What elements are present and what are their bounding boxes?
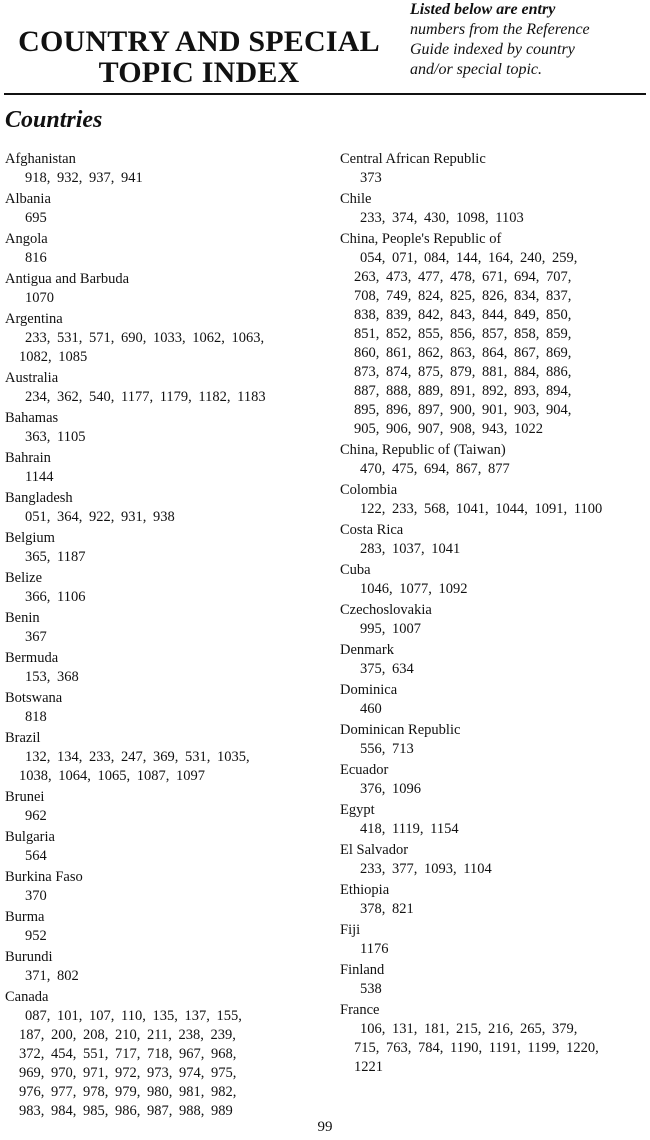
entry-numbers-line: 376, 1096 [360, 781, 421, 797]
index-entry [340, 521, 645, 559]
entry-numbers [5, 1007, 310, 1121]
country-name: Burundi [5, 949, 53, 965]
index-entry [340, 641, 645, 679]
index-entry [340, 921, 645, 959]
index-entry [5, 310, 310, 367]
entry-numbers-line: 051, 364, 922, 931, 938 [25, 509, 175, 525]
entry-numbers-line: 983, 984, 985, 986, 987, 988, 989 [19, 1103, 233, 1119]
entry-numbers [340, 500, 645, 519]
country-name: Albania [5, 191, 51, 207]
country-name: Dominica [340, 682, 398, 698]
country-name: Australia [5, 370, 59, 386]
entry-numbers [5, 748, 310, 786]
index-entry [5, 190, 310, 228]
index-description-line: numbers from the Reference [410, 21, 590, 38]
index-entry [5, 609, 310, 647]
index-entry [5, 948, 310, 986]
entry-numbers [340, 780, 645, 799]
entry-numbers [5, 887, 310, 906]
page-header [0, 0, 650, 95]
country-name: Canada [5, 989, 49, 1005]
entry-numbers-line: 976, 977, 978, 979, 980, 981, 982, [19, 1084, 237, 1100]
entry-numbers [5, 548, 310, 567]
country-name: Egypt [340, 802, 375, 818]
index-title-line: COUNTRY AND SPECIAL [18, 25, 380, 58]
index-description-line: Guide indexed by country [410, 41, 575, 58]
index-column-left [5, 150, 310, 1123]
entry-numbers-line: 372, 454, 551, 717, 718, 967, 968, [19, 1046, 237, 1062]
entry-numbers [5, 388, 310, 407]
entry-numbers-line: 363, 1105 [25, 429, 86, 445]
entry-numbers-line: 367 [25, 629, 47, 645]
index-entry [340, 150, 645, 188]
index-entry [5, 529, 310, 567]
entry-numbers [5, 508, 310, 527]
entry-numbers-line: 153, 368 [25, 669, 79, 685]
country-name: Denmark [340, 642, 394, 658]
index-entry [340, 761, 645, 799]
entry-numbers [5, 289, 310, 308]
index-entry [5, 270, 310, 308]
entry-numbers-line: 1070 [25, 290, 54, 306]
entry-numbers [340, 169, 645, 188]
entry-numbers [340, 860, 645, 879]
index-column-right [340, 150, 645, 1079]
entry-numbers-line: 375, 634 [360, 661, 414, 677]
entry-numbers-line: 860, 861, 862, 863, 864, 867, 869, [354, 345, 572, 361]
country-name: Ecuador [340, 762, 389, 778]
country-name: Botswana [5, 690, 63, 706]
entry-numbers [5, 708, 310, 727]
entry-numbers [340, 940, 645, 959]
index-entry [5, 409, 310, 447]
entry-numbers [340, 249, 645, 439]
index-description-line: and/or special topic. [410, 61, 542, 78]
entry-numbers [5, 628, 310, 647]
entry-numbers [5, 209, 310, 228]
country-name: Fiji [340, 922, 361, 938]
country-name: Central African Republic [340, 151, 486, 167]
country-name: China, Republic of (Taiwan) [340, 442, 506, 458]
entry-numbers-line: 087, 101, 107, 110, 135, 137, 155, [25, 1008, 242, 1024]
entry-numbers [5, 847, 310, 866]
index-entry [5, 489, 310, 527]
entry-numbers-line: 838, 839, 842, 843, 844, 849, 850, [354, 307, 572, 323]
entry-numbers-line: 905, 906, 907, 908, 943, 1022 [354, 421, 543, 437]
country-name: Brazil [5, 730, 41, 746]
entry-numbers-line: 873, 874, 875, 879, 881, 884, 886, [354, 364, 572, 380]
entry-numbers-line: 969, 970, 971, 972, 973, 974, 975, [19, 1065, 237, 1081]
entry-numbers [340, 460, 645, 479]
country-name: Cuba [340, 562, 371, 578]
entry-numbers-line: 371, 802 [25, 968, 79, 984]
index-entry [5, 788, 310, 826]
index-entry [5, 230, 310, 268]
entry-numbers-line: 895, 896, 897, 900, 901, 903, 904, [354, 402, 572, 418]
entry-numbers [340, 980, 645, 999]
entry-numbers [340, 900, 645, 919]
entry-numbers-line: 887, 888, 889, 891, 892, 893, 894, [354, 383, 572, 399]
entry-numbers-line: 818 [25, 709, 47, 725]
index-description-line: Listed below are entry [410, 1, 556, 18]
entry-numbers [340, 660, 645, 679]
entry-numbers [340, 1020, 645, 1077]
entry-numbers [340, 740, 645, 759]
entry-numbers-line: 470, 475, 694, 867, 877 [360, 461, 510, 477]
country-name: Belize [5, 570, 43, 586]
index-entry [340, 801, 645, 839]
country-name: Bermuda [5, 650, 59, 666]
entry-numbers [5, 249, 310, 268]
entry-numbers-line: 373 [360, 170, 382, 186]
entry-numbers-line: 851, 852, 855, 856, 857, 858, 859, [354, 326, 572, 342]
country-name: France [340, 1002, 380, 1018]
entry-numbers-line: 1046, 1077, 1092 [360, 581, 468, 597]
entry-numbers-line: 132, 134, 233, 247, 369, 531, 1035, [25, 749, 250, 765]
entry-numbers [5, 329, 310, 367]
entry-numbers [340, 540, 645, 559]
country-name: Bangladesh [5, 490, 73, 506]
entry-numbers-line: 460 [360, 701, 382, 717]
entry-numbers [340, 700, 645, 719]
section-title: Countries [5, 107, 103, 133]
index-entry [5, 729, 310, 786]
country-name: Bulgaria [5, 829, 55, 845]
entry-numbers-line: 365, 1187 [25, 549, 86, 565]
entry-numbers-line: 233, 374, 430, 1098, 1103 [360, 210, 524, 226]
entry-numbers-line: 054, 071, 084, 144, 164, 240, 259, [360, 250, 578, 266]
entry-numbers-line: 1176 [360, 941, 389, 957]
country-name: Costa Rica [340, 522, 404, 538]
index-title [4, 26, 394, 88]
entry-numbers [5, 588, 310, 607]
entry-numbers-line: 1221 [354, 1059, 383, 1075]
country-name: Belgium [5, 530, 55, 546]
entry-numbers [5, 668, 310, 687]
entry-numbers [5, 428, 310, 447]
country-name: Ethiopia [340, 882, 390, 898]
entry-numbers-line: 233, 531, 571, 690, 1033, 1062, 1063, [25, 330, 265, 346]
country-name: Angola [5, 231, 48, 247]
entry-numbers-line: 283, 1037, 1041 [360, 541, 461, 557]
entry-numbers-line: 918, 932, 937, 941 [25, 170, 143, 186]
index-title-line: TOPIC INDEX [98, 56, 300, 89]
country-name: Colombia [340, 482, 398, 498]
entry-numbers [340, 820, 645, 839]
index-entry [5, 689, 310, 727]
entry-numbers-line: 556, 713 [360, 741, 414, 757]
index-entry [340, 961, 645, 999]
index-entry [340, 721, 645, 759]
entry-numbers-line: 1144 [25, 469, 54, 485]
index-entry [5, 868, 310, 906]
index-entry [5, 649, 310, 687]
index-entry [5, 449, 310, 487]
index-entry [5, 988, 310, 1121]
entry-numbers-line: 1082, 1085 [19, 349, 88, 365]
entry-numbers [5, 169, 310, 188]
entry-numbers-line: 370 [25, 888, 47, 904]
entry-numbers [340, 209, 645, 228]
entry-numbers-line: 418, 1119, 1154 [360, 821, 459, 837]
index-entry [340, 601, 645, 639]
entry-numbers-line: 538 [360, 981, 382, 997]
entry-numbers [5, 927, 310, 946]
entry-numbers-line: 715, 763, 784, 1190, 1191, 1199, 1220, [354, 1040, 599, 1056]
index-entry [340, 561, 645, 599]
entry-numbers-line: 234, 362, 540, 1177, 1179, 1182, 1183 [25, 389, 266, 405]
entry-numbers [5, 967, 310, 986]
index-entry [340, 881, 645, 919]
entry-numbers [5, 468, 310, 487]
header-rule [4, 93, 646, 95]
country-name: Dominican Republic [340, 722, 461, 738]
country-name: Burma [5, 909, 45, 925]
entry-numbers [5, 807, 310, 826]
index-entry [5, 369, 310, 407]
page-number: 99 [317, 1119, 333, 1135]
index-entry [5, 569, 310, 607]
entry-numbers-line: 187, 200, 208, 210, 211, 238, 239, [19, 1027, 236, 1043]
entry-numbers-line: 1038, 1064, 1065, 1087, 1097 [19, 768, 205, 784]
index-entry [340, 841, 645, 879]
entry-numbers [340, 580, 645, 599]
index-entry [5, 908, 310, 946]
index-entry [5, 150, 310, 188]
entry-numbers-line: 564 [25, 848, 47, 864]
index-entry [5, 828, 310, 866]
index-entry [340, 1001, 645, 1077]
entry-numbers-line: 695 [25, 210, 47, 226]
entry-numbers-line: 816 [25, 250, 47, 266]
country-name: Brunei [5, 789, 45, 805]
index-entry [340, 681, 645, 719]
country-name: Afghanistan [5, 151, 76, 167]
country-name: Burkina Faso [5, 869, 83, 885]
entry-numbers-line: 366, 1106 [25, 589, 86, 605]
index-entry [340, 481, 645, 519]
entry-numbers-line: 233, 377, 1093, 1104 [360, 861, 492, 877]
index-entry [340, 190, 645, 228]
entry-numbers-line: 995, 1007 [360, 621, 421, 637]
entry-numbers-line: 708, 749, 824, 825, 826, 834, 837, [354, 288, 572, 304]
entry-numbers-line: 378, 821 [360, 901, 414, 917]
country-name: Chile [340, 191, 372, 207]
country-name: Antigua and Barbuda [5, 271, 130, 287]
entry-numbers-line: 263, 473, 477, 478, 671, 694, 707, [354, 269, 572, 285]
entry-numbers [340, 620, 645, 639]
entry-numbers-line: 962 [25, 808, 47, 824]
country-name: Finland [340, 962, 385, 978]
country-name: Benin [5, 610, 40, 626]
entry-numbers-line: 952 [25, 928, 47, 944]
index-description [410, 0, 645, 80]
entry-numbers-line: 122, 233, 568, 1041, 1044, 1091, 1100 [360, 501, 603, 517]
country-name: El Salvador [340, 842, 409, 858]
country-name: Czechoslovakia [340, 602, 432, 618]
index-entry [340, 441, 645, 479]
index-entry [340, 230, 645, 439]
country-name: Bahamas [5, 410, 59, 426]
country-name: Bahrain [5, 450, 51, 466]
country-name: Argentina [5, 311, 63, 327]
entry-numbers-line: 106, 131, 181, 215, 216, 265, 379, [360, 1021, 578, 1037]
country-name: China, People's Republic of [340, 231, 502, 247]
